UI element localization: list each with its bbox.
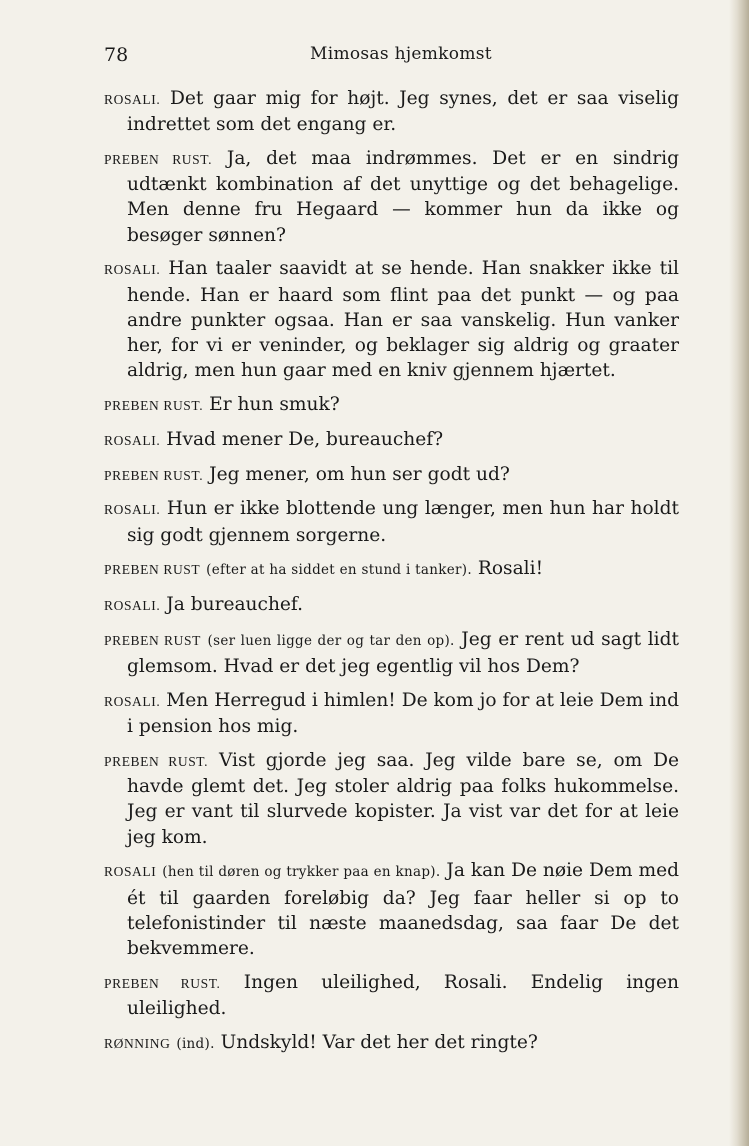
dialogue-line (104, 627, 679, 679)
speaker-name: PREBEN RUST. (104, 975, 221, 991)
dialogue-line (104, 748, 679, 850)
speech-text: Jeg er rent ud sagt lidt glemsom. Hvad er det jeg egentlig vil hos Dem? (127, 629, 679, 678)
speech-text: Ja, det maa indrømmes. Det er en sindrig udtænkt kombination af det unyttige og det behagelige. Men denne fru Hegaard — kommer hun da ikke og besøger sønnen? (127, 148, 679, 246)
speech-text: Undskyld! Var det her det ringte? (220, 1031, 538, 1053)
speech-text: Han taaler saavidt at se hende. Han snakker ikke til hende. Han er haard som flint paa det punkt — og paa andre punkter ogsaa. Han er saa vanskelig. Hun vanker her, for vi er veninder, og beklager sig aldrig og graater aldrig, men hun gaar med en kniv gjennem hjærtet. (127, 258, 679, 382)
dialogue-line (104, 462, 679, 488)
dialogue-line (104, 688, 679, 739)
speaker-name: PREBEN RUST. (104, 754, 209, 769)
speech-text: Det gaar mig for højt. Jeg synes, det er saa viselig indrettet som det engang er. (127, 88, 679, 136)
speaker-name: ROSALI. (104, 598, 161, 614)
speech-text: Ja kan De nøie Dem med ét til gaarden foreløbig da? Jeg faar heller si op to telefonistinder til næste maanedsdag, saa faar De det bekvemmere. (127, 860, 679, 960)
dialogue-line (104, 86, 679, 137)
dialogue-line (104, 858, 679, 961)
dialogue-text (104, 86, 679, 1066)
stage-direction: (efter at ha siddet en stund i tanker). (206, 562, 472, 579)
dialogue-line (104, 1030, 679, 1057)
speaker-name: ROSALI. (104, 92, 161, 107)
running-title: Mimosas hjemkomst (310, 44, 492, 64)
speaker-name: PREBEN RUST (104, 562, 201, 578)
speech-text: Er hun smuk? (209, 394, 340, 416)
speaker-name: PREBEN RUST (104, 633, 201, 648)
speaker-name: ROSALI. (104, 694, 161, 709)
page-edge-shadow (729, 0, 749, 1146)
dialogue-line (104, 556, 679, 583)
speech-text: Hun er ikke blottende ung længer, men hun har holdt sig godt gjennem sorgerne. (127, 498, 679, 546)
speaker-name: RØNNING (104, 1035, 171, 1051)
speech-text: Men Herregud i himlen! De kom jo for at leie Dem ind i pension hos mig. (127, 690, 679, 738)
dialogue-line (104, 256, 679, 383)
speech-text: Hvad mener De, bureauchef? (166, 428, 444, 450)
speaker-name: PREBEN RUST. (104, 467, 204, 483)
speech-text: Jeg mener, om hun ser godt ud? (209, 463, 510, 485)
dialogue-line (104, 970, 679, 1021)
dialogue-line (104, 392, 679, 418)
dialogue-line (104, 146, 679, 248)
dialogue-line (104, 592, 679, 618)
dialogue-line (104, 427, 679, 453)
speech-text: Rosali! (477, 558, 544, 580)
speaker-name: ROSALI (104, 864, 157, 880)
page-header (104, 44, 684, 70)
speaker-name: ROSALI. (104, 262, 161, 278)
speech-text: Ja bureauchef. (166, 594, 304, 616)
speaker-name: ROSALI. (104, 432, 161, 448)
speaker-name: ROSALI. (104, 502, 161, 518)
stage-direction: (ind). (176, 1035, 215, 1052)
page-number: 78 (104, 44, 129, 66)
speech-text: Vist gjorde jeg saa. Jeg vilde bare se, om De havde glemt det. Jeg stoler aldrig paa folks hukommelse. Jeg er vant til slurvede kopister. Ja vist var det for at leie jeg kom. (127, 750, 679, 848)
speech-text: Ingen uleilighed, Rosali. Endelig ingen uleilighed. (127, 971, 679, 1020)
dialogue-line (104, 496, 679, 547)
stage-direction: (ser luen ligge der og tar den op). (207, 633, 455, 649)
stage-direction: (hen til døren og trykker paa en knap). (162, 864, 441, 881)
speaker-name: PREBEN RUST. (104, 398, 204, 414)
speaker-name: PREBEN RUST. (104, 152, 213, 167)
